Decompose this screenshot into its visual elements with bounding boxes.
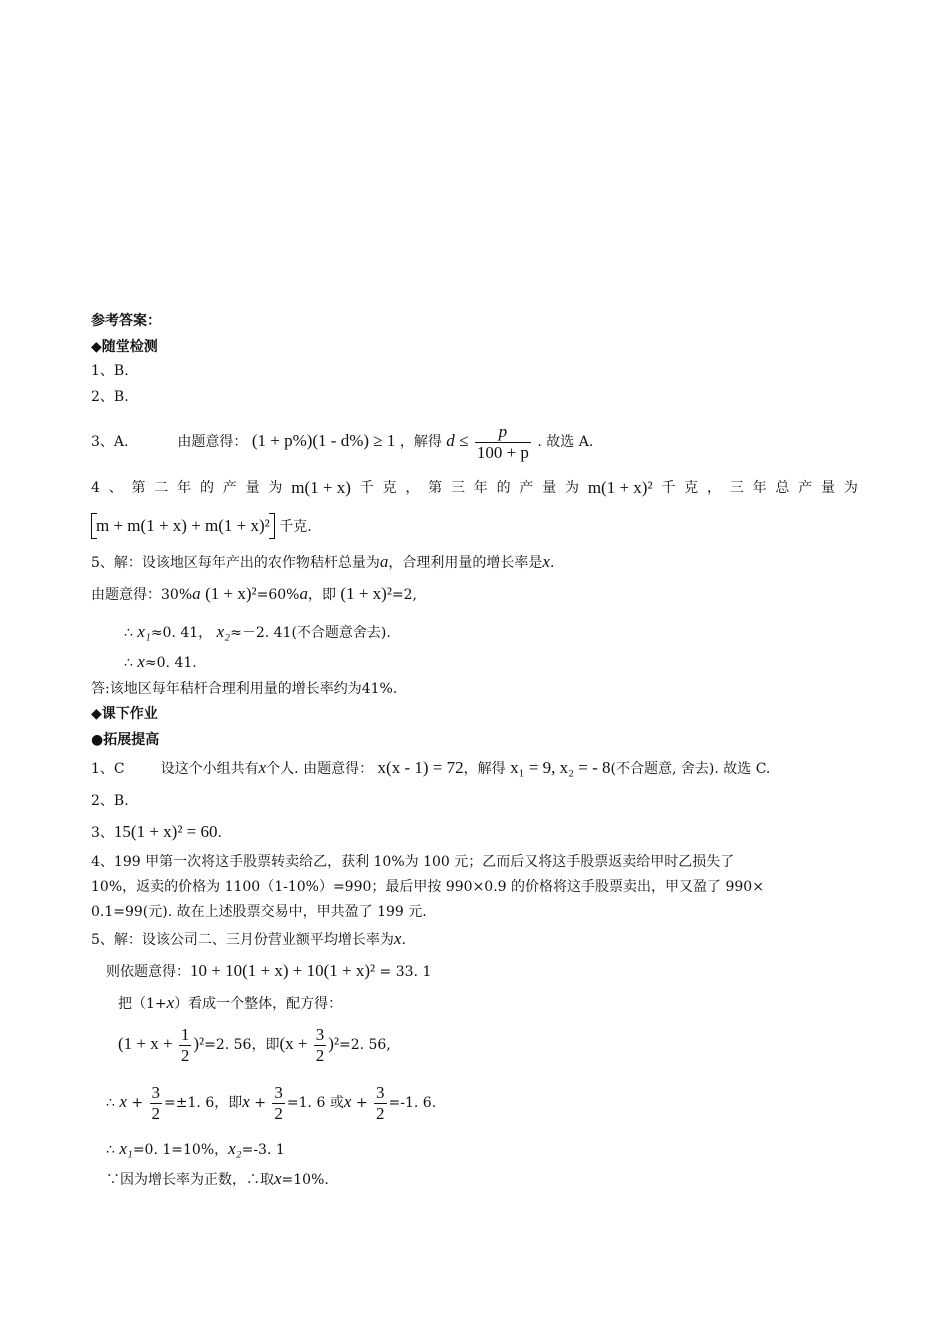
expr: (x + (279, 1034, 312, 1053)
expr: (1 + x)² (340, 584, 392, 603)
equation: x(x - 1) = 72 (377, 758, 464, 777)
text: ∵因为增长率为正数，∴取 (106, 1172, 274, 1188)
answer-4-token: 4 (91, 480, 100, 496)
extension-answer-4-line-1: 4、199 甲第一次将这手股票转卖给乙，获利 10%为 100 元；乙而后又将这手股票返卖给甲时乙损失了 (91, 854, 735, 870)
answer-3-d: d ≤ (446, 431, 469, 450)
solution: x₁ = 9, x₂ = - 8 (510, 758, 611, 777)
extension-answer-5-line-2 (106, 961, 858, 982)
text: =-1. 6. (388, 1095, 437, 1111)
var-x2: x₂ (228, 1139, 242, 1158)
fraction-numerator: 3 (315, 1024, 325, 1044)
fraction-one-half (179, 1025, 192, 1066)
extension-answer-3 (91, 822, 858, 843)
expr: )² (328, 1034, 339, 1053)
answer-3-text-2: ，解得 (399, 434, 442, 450)
answer-4-token: 年 (752, 480, 767, 496)
answer-4-line-1 (91, 478, 858, 498)
var-x: x (274, 1169, 282, 1188)
answer-4-token: 量 (821, 480, 836, 496)
answer-4-token: ， (706, 480, 721, 496)
answer-4-token: m(1 + x) (291, 478, 351, 497)
answer-4-tail: 千克. (279, 519, 312, 535)
equation: 10 + 10(1 + x) + 10(1 + x)² (190, 961, 376, 980)
answer-4-token: 、 (108, 480, 123, 496)
fraction-numerator: 3 (151, 1082, 161, 1102)
answer-4-token: 第 (131, 480, 146, 496)
answer-4-token: 产 (222, 480, 237, 496)
answer-4-token: 三 (450, 480, 465, 496)
extension-answer-2: 2、B. (91, 793, 129, 809)
var-x1: x₁ (137, 622, 151, 641)
answer-3-fraction (475, 422, 531, 463)
fraction-three-halves (150, 1083, 163, 1124)
var-x: x (343, 1092, 352, 1111)
text: 1、C (91, 761, 125, 777)
section-extension: ●拓展提高 (91, 732, 160, 748)
text: (不合题意, 舍去). 故选 C. (610, 761, 771, 777)
text: ≈0. 41， (150, 625, 213, 641)
fraction-numerator: 1 (180, 1024, 190, 1044)
fraction-numerator: 3 (274, 1082, 283, 1102)
plus: + (351, 1095, 373, 1111)
text: 把（1+ (118, 996, 167, 1012)
var-x: x (137, 652, 145, 671)
text: . (401, 932, 406, 948)
var-x: x (258, 758, 267, 777)
therefore: ∴ (124, 655, 138, 671)
text: =2, (391, 587, 418, 603)
answer-3 (91, 421, 858, 461)
extension-answer-5-line-4 (118, 1022, 858, 1066)
answer-heading: 参考答案： (91, 313, 161, 329)
answer-3-text-3: . 故选 A. (537, 434, 594, 450)
answer-4-token: 总 (775, 480, 790, 496)
answer-2: 2、B. (91, 389, 129, 405)
equation: 15(1 + x)² = 60 (113, 822, 218, 841)
extension-answer-1 (91, 758, 858, 779)
text: =60% (256, 587, 300, 603)
answer-4-token: 千 (661, 480, 676, 496)
answer-4-token: 产 (519, 480, 534, 496)
answer-4-token: m(1 + x)² (587, 478, 653, 497)
answer-4-line-2 (91, 512, 858, 542)
answer-5-line-2 (91, 584, 858, 605)
answer-4-token: 第 (428, 480, 443, 496)
text: 则依题意得： (106, 964, 190, 980)
fraction-denominator: 2 (151, 1103, 161, 1123)
text: ，合理利用量的增长率是 (388, 555, 543, 571)
text: . (549, 555, 555, 571)
var-x: x (393, 929, 402, 948)
plus: + (249, 1095, 271, 1111)
answer-4-token: 量 (245, 480, 260, 496)
text: 个人. 由题意得： (266, 761, 374, 777)
text: =1. 6 或 (286, 1095, 344, 1111)
fraction-denominator: 2 (180, 1045, 190, 1065)
var-x2: x₂ (216, 622, 231, 641)
section-homework: ◆课下作业 (91, 706, 158, 722)
answer-5-line-4 (124, 652, 858, 673)
answer-4-token: 为 (843, 480, 858, 496)
var-a: a (192, 584, 201, 603)
answer-4-token: 克 (684, 480, 699, 496)
fraction-denominator: 100 + p (476, 442, 529, 462)
answer-4-token: 二 (154, 480, 169, 496)
var-x: x (542, 552, 550, 571)
text: 5、解：设该地区每年产出的农作物秸杆总量为 (91, 555, 380, 571)
answer-5-conclusion: 答:该地区每年秸杆合理利用量的增长率约为41%. (91, 681, 398, 697)
text: =2. 56, (338, 1037, 391, 1053)
var-x: x (166, 993, 175, 1012)
text: = 33. 1 (375, 964, 432, 980)
answer-4-token: 克 (382, 480, 397, 496)
text: =-3. 1 (241, 1142, 285, 1158)
text: ，解得 (463, 761, 506, 777)
text: ）看成一个整体，配方得： (174, 996, 343, 1012)
text: 3、 (91, 825, 114, 841)
expr: (1 + x + (118, 1034, 177, 1053)
therefore: ∴ (124, 625, 138, 641)
text: =2. 56，即 (204, 1037, 280, 1053)
extension-answer-5-line-1 (91, 929, 858, 950)
expr: )² (193, 1034, 205, 1053)
text: ，即 (307, 587, 336, 603)
text: 设这个小组共有 (160, 761, 259, 777)
var-x: x (119, 1092, 127, 1111)
extension-answer-5-line-7 (106, 1169, 858, 1190)
text: ≈－2. 41(不合题意舍去). (230, 625, 391, 641)
text: 由题意得：30% (91, 587, 193, 603)
fraction-three-halves (374, 1083, 387, 1124)
text: 5、解：设该公司二、三月份营业额平均增长率为 (91, 932, 394, 948)
fraction-numerator: p (475, 422, 531, 443)
var-a: a (379, 552, 389, 571)
fraction-three-halves (314, 1025, 327, 1066)
var-x: x (242, 1092, 250, 1111)
answer-3-number: 3、A. (91, 434, 129, 450)
answer-4-token: 的 (496, 480, 511, 496)
fraction-denominator: 2 (376, 1103, 385, 1123)
extension-answer-4-line-2: 10%，返卖的价格为 1100（1-10%）=990；最后甲按 990×0.9 的价格将这手股票卖出，甲又盈了 990× (91, 879, 764, 895)
text: . (217, 825, 222, 841)
extension-answer-5-line-3 (118, 993, 858, 1014)
answer-3-equation: (1 + p%)(1 - d%) ≥ 1 (251, 431, 396, 450)
text: =10%. (281, 1172, 329, 1188)
extension-answer-5-line-6 (106, 1139, 858, 1160)
extension-answer-5-line-5 (106, 1080, 858, 1124)
text: ≈0. 41. (144, 655, 197, 671)
answer-3-text: 由题意得： (177, 434, 248, 450)
answer-4-token: 为 (565, 480, 579, 496)
text: =0. 1=10%， (132, 1142, 229, 1158)
plus: + (126, 1095, 148, 1111)
var-a: a (299, 584, 308, 603)
answer-5-line-1 (91, 552, 858, 573)
fraction-three-halves (272, 1083, 285, 1124)
answer-4-token: ， (405, 480, 420, 496)
answer-4-token: 三 (729, 480, 744, 496)
fraction-numerator: 3 (376, 1082, 385, 1102)
section-in-class-test: ◆随堂检测 (91, 339, 158, 355)
answer-4-token: 产 (798, 480, 813, 496)
fraction-denominator: 2 (315, 1045, 325, 1065)
therefore: ∴ (106, 1095, 120, 1111)
therefore: ∴ (106, 1142, 120, 1158)
answer-4-total-bracket: m + m(1 + x) + m(1 + x)² (91, 513, 275, 539)
answer-4-token: 的 (199, 480, 214, 496)
answer-4-token: 年 (473, 480, 488, 496)
answer-4-token: 年 (177, 480, 192, 496)
answer-4-token: 千 (359, 480, 374, 496)
expr: (1 + x)² (205, 584, 257, 603)
answer-1: 1、B. (91, 363, 129, 379)
var-x1: x₁ (119, 1139, 133, 1158)
text: =±1. 6，即 (164, 1095, 243, 1111)
fraction-denominator: 2 (274, 1103, 283, 1123)
answer-4-token: 为 (268, 480, 283, 496)
answer-4-token: 量 (542, 480, 557, 496)
answer-5-line-3 (124, 622, 858, 643)
extension-answer-4-line-3: 0.1=99(元). 故在上述股票交易中，甲共盈了 199 元. (91, 904, 427, 920)
